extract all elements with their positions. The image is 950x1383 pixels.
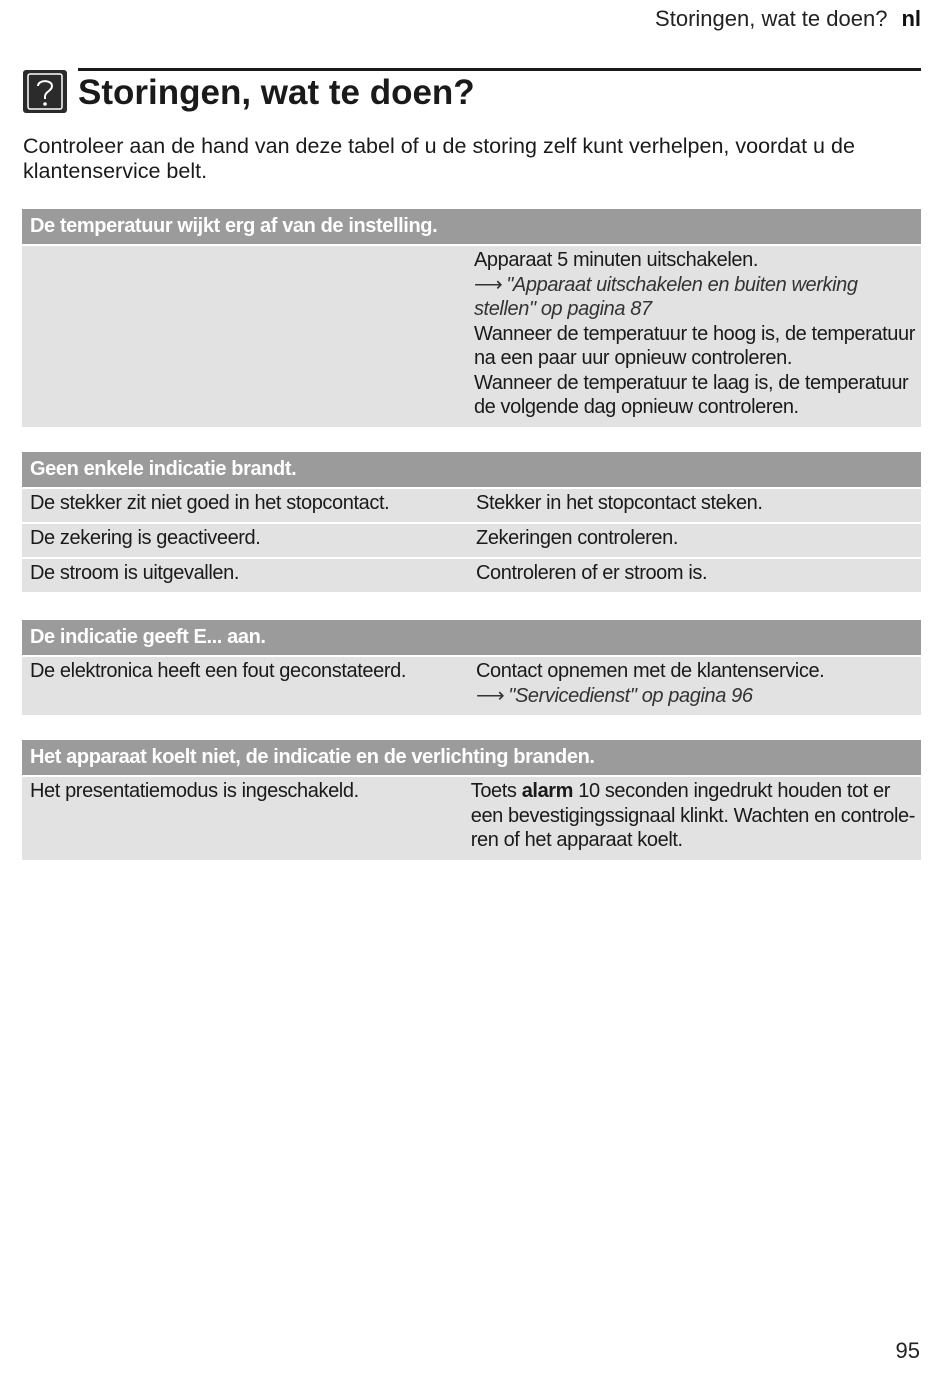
table-row [22,657,921,715]
remedy-cell: Zekeringen controleren. [476,527,679,549]
alarm-key-label: alarm [521,780,574,802]
remedy-line: ren of het apparaat koelt. [470,829,683,851]
arrow-right-icon: ⟶ [473,273,503,296]
table-heading: De temperatuur wijkt erg af van de instelling. [22,209,921,244]
page-reference-link[interactable] [474,273,915,298]
table-row [22,489,921,522]
running-header [655,6,921,32]
page-reference-link[interactable] [476,684,915,709]
table-row [22,777,921,860]
reference-text[interactable]: stellen" op pagina 87 [473,298,652,320]
remedy-line: Contact opnemen met de klantenservice. [476,660,825,682]
remedy-line: een bevestigingssignaal klinkt. Wachten en controle- [470,804,915,827]
trouble-table-no-indicator [22,452,921,592]
remedy-cell [466,246,921,427]
remedy-cell: Stekker in het stopcontact steken. [476,492,763,514]
table-heading: Geen enkele indicatie brandt. [22,452,921,487]
trouble-table-not-cooling [22,740,921,860]
language-code: nl [901,6,921,31]
remedy-text: Toets [470,780,522,802]
intro-paragraph: Controleer aan de hand van deze tabel of u de storing zelf kunt verhelpen, voordat u de klantenservice belt. [23,134,855,183]
cause-cell: De elektronica heeft een fout geconstateerd. [30,660,406,682]
table-row [22,524,921,557]
question-mark-icon [23,70,67,113]
cause-cell: De stekker zit niet goed in het stopcontact. [30,492,390,514]
cause-cell: Het presentatiemodus is ingeschakeld. [30,780,359,802]
remedy-line: Apparaat 5 minuten uitschakelen. [473,249,759,271]
reference-text: "Apparaat uitschakelen en buiten werking [506,273,858,296]
table-row [22,559,921,592]
remedy-line: Wanneer de temperatuur te hoog is, de temperatuur [473,322,915,345]
table-heading: De indicatie geeft E... aan. [22,620,921,655]
table-heading: Het apparaat koelt niet, de indicatie en de verlichting branden. [22,740,921,775]
remedy-cell: Controleren of er stroom is. [476,562,708,584]
reference-text: "Servicedienst" op pagina 96 [508,684,753,707]
cause-cell: De zekering is geactiveerd. [30,527,261,549]
remedy-line: de volgende dag opnieuw controleren. [473,396,799,418]
table-row [22,246,921,427]
remedy-line: na een paar uur opnieuw controleren. [473,347,793,369]
page-title: Storingen, wat te doen? [78,73,475,112]
remedy-cell [468,657,921,715]
page-number: 95 [895,1338,920,1363]
cause-cell: De stroom is uitgevallen. [30,562,239,584]
trouble-table-error-code [22,620,921,715]
title-rule [78,68,921,71]
cause-cell [22,246,466,427]
trouble-table-temperature [22,209,921,427]
arrow-right-icon: ⟶ [476,684,505,707]
remedy-text: 10 seconden ingedrukt houden tot er [573,780,891,802]
remedy-line [471,779,915,804]
running-header-section: Storingen, wat te doen? [655,6,888,31]
remedy-cell [463,777,921,860]
remedy-line: Wanneer de temperatuur te laag is, de temperatuur [473,371,909,394]
